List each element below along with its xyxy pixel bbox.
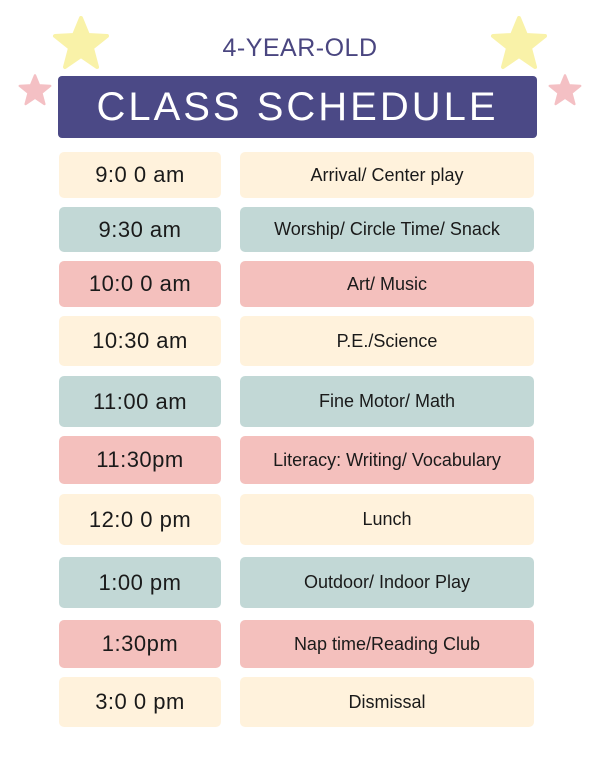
activity-cell: Fine Motor/ Math <box>240 376 534 427</box>
title-banner <box>58 76 537 138</box>
time-cell: 1:30pm <box>59 620 221 668</box>
time-cell: 9:0 0 am <box>59 152 221 198</box>
time-cell: 10:0 0 am <box>59 261 221 307</box>
page-title: CLASS SCHEDULE <box>96 84 499 129</box>
activity-cell: Worship/ Circle Time/ Snack <box>240 207 534 252</box>
star-icon-pink-left <box>18 74 52 106</box>
time-cell: 11:30pm <box>59 436 221 484</box>
activity-cell: Outdoor/ Indoor Play <box>240 557 534 608</box>
star-icon-pink-right <box>548 74 582 106</box>
activity-cell: Nap time/Reading Club <box>240 620 534 668</box>
time-cell: 10:30 am <box>59 316 221 366</box>
activity-cell: Literacy: Writing/ Vocabulary <box>240 436 534 484</box>
time-cell: 3:0 0 pm <box>59 677 221 727</box>
activity-cell: Lunch <box>240 494 534 545</box>
activity-cell: Dismissal <box>240 677 534 727</box>
activity-cell: Art/ Music <box>240 261 534 307</box>
page-subtitle: 4-YEAR-OLD <box>222 34 378 62</box>
time-cell: 1:00 pm <box>59 557 221 608</box>
activity-cell: Arrival/ Center play <box>240 152 534 198</box>
activity-cell: P.E./Science <box>240 316 534 366</box>
time-cell: 9:30 am <box>59 207 221 252</box>
time-cell: 12:0 0 pm <box>59 494 221 545</box>
time-cell: 11:00 am <box>59 376 221 427</box>
